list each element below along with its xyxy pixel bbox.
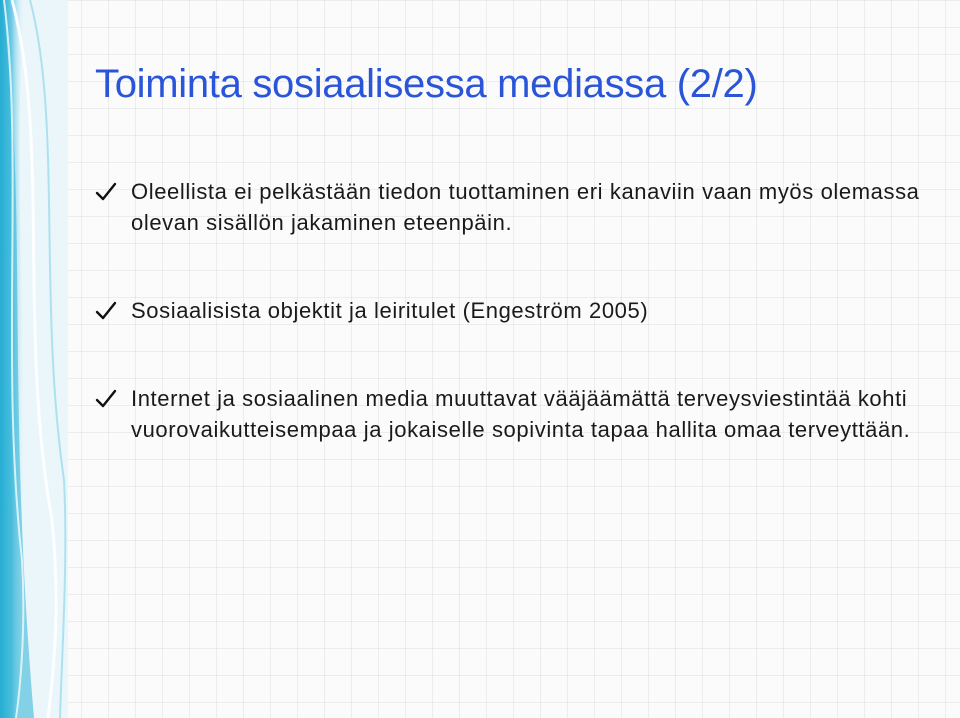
decorative-curves (0, 0, 68, 718)
bullet-text: Sosiaalisista objektit ja leiritulet (Engeström 2005) (131, 298, 649, 323)
bullet-list (95, 176, 925, 445)
check-icon (95, 301, 117, 321)
bullet-text: Oleellista ei pelkästään tiedon tuottaminen eri kanaviin vaan myös olemassa olevan sisällön jakaminen eteenpäin. (131, 179, 920, 235)
check-icon (95, 182, 117, 202)
bullet-item (95, 176, 925, 238)
check-icon (95, 389, 117, 409)
bullet-text: Internet ja sosiaalinen media muuttavat vääjäämättä terveysviestintää kohti vuorovaikutteisempaa ja jokaiselle sopivinta tapaa hallita omaa terveyttään. (131, 386, 911, 442)
slide-title: Toiminta sosiaalisessa mediassa (2/2) (95, 62, 758, 106)
bullet-item (95, 383, 925, 445)
bullet-item (95, 295, 925, 326)
